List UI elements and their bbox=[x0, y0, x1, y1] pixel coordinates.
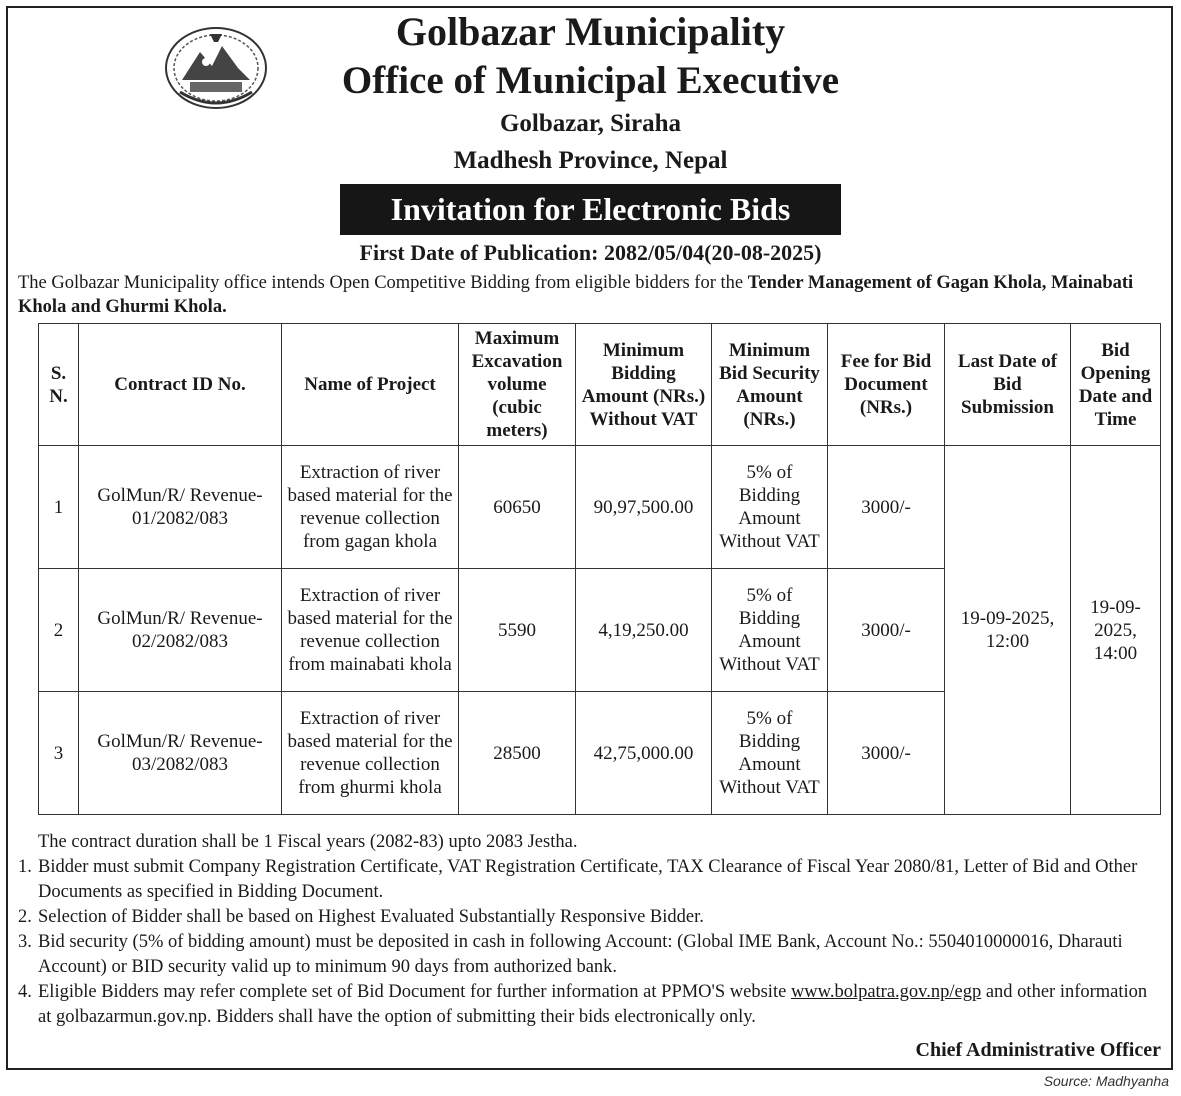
publication-date: First Date of Publication: 2082/05/04(20-08-2025) bbox=[359, 240, 822, 265]
note-text: Bidder must submit Company Registration Certificate, VAT Registration Certificate, TAX Clearance of Fiscal Year 2080/81, Letter of Bid and Other Documents as specified in Bidding Document. bbox=[38, 857, 1138, 902]
note-text: Bid security (5% of bidding amount) must be deposited in cash in following Account: (Global IME Bank, Account No.: 5504010000016, Dharauti Account) or BID security valid up to minimum 90 days from authorized bank. bbox=[38, 932, 1123, 977]
header-project: Name of Project bbox=[282, 324, 459, 446]
notice-title: Invitation for Electronic Bids bbox=[340, 184, 841, 235]
cell-security: 5% of Bidding Amount Without VAT bbox=[712, 692, 828, 815]
cell-opening-date: 19-09- 2025, 14:00 bbox=[1071, 446, 1161, 815]
duration-text: The contract duration shall be 1 Fiscal years (2082-83) upto 2083 Jestha. bbox=[38, 832, 578, 852]
cell-sn: 2 bbox=[39, 569, 79, 692]
cell-project: Extraction of river based material for the revenue collection from ghurmi khola bbox=[282, 692, 459, 815]
cell-min-amount: 4,19,250.00 bbox=[576, 569, 712, 692]
cell-volume: 28500 bbox=[459, 692, 576, 815]
cell-volume: 60650 bbox=[459, 446, 576, 569]
note-text: Selection of Bidder shall be based on Highest Evaluated Substantially Responsive Bidder. bbox=[38, 907, 704, 927]
cell-security: 5% of Bidding Amount Without VAT bbox=[712, 569, 828, 692]
cell-fee: 3000/- bbox=[828, 569, 945, 692]
header-last-date: Last Date of Bid Submission bbox=[945, 324, 1071, 446]
note-number: 2. bbox=[18, 907, 32, 927]
note-item bbox=[18, 905, 1163, 930]
note-number: 4. bbox=[18, 982, 32, 1002]
header-opening-date: Bid Opening Date and Time bbox=[1071, 324, 1161, 446]
cell-volume: 5590 bbox=[459, 569, 576, 692]
notes-section bbox=[18, 830, 1163, 1030]
office-name: Office of Municipal Executive bbox=[341, 59, 840, 102]
source-credit: Source: Madhyanha bbox=[1043, 1073, 1169, 1089]
table-header-row bbox=[39, 324, 1161, 446]
note-text-before: Eligible Bidders may refer complete set of Bid Document for further information at PPMO'S website bbox=[38, 982, 791, 1002]
cell-project: Extraction of river based material for the revenue collection from mainabati khola bbox=[282, 569, 459, 692]
cell-min-amount: 90,97,500.00 bbox=[576, 446, 712, 569]
cell-contract-id: GolMun/R/ Revenue-02/2082/083 bbox=[79, 569, 282, 692]
header-fee: Fee for Bid Document (NRs.) bbox=[828, 324, 945, 446]
cell-sn: 3 bbox=[39, 692, 79, 815]
cell-sn: 1 bbox=[39, 446, 79, 569]
header-contract-id: Contract ID No. bbox=[79, 324, 282, 446]
note-text-after: and other information at golbazarmun.gov.np. Bidders shall have the option of submitting their bids electronically only. bbox=[38, 982, 1148, 1027]
signature: Chief Administrative Officer bbox=[915, 1039, 1161, 1061]
cell-contract-id: GolMun/R/ Revenue-01/2082/083 bbox=[79, 446, 282, 569]
address-line-2: Madhesh Province, Nepal bbox=[453, 147, 728, 174]
note-number: 1. bbox=[18, 857, 32, 877]
cell-min-amount: 42,75,000.00 bbox=[576, 692, 712, 815]
intro-tender-name: Tender Management of Gagan Khola, Mainabati Khola and Ghurmi Khola. bbox=[18, 273, 1134, 317]
note-number: 3. bbox=[18, 932, 32, 952]
header-volume: Maximum Excavation volume (cubic meters) bbox=[459, 324, 576, 446]
note-item bbox=[18, 930, 1163, 980]
bids-table bbox=[38, 323, 1161, 815]
note-item bbox=[18, 980, 1163, 1030]
cell-fee: 3000/- bbox=[828, 692, 945, 815]
cell-project: Extraction of river based material for the revenue collection from gagan khola bbox=[282, 446, 459, 569]
cell-last-date: 19-09-2025, 12:00 bbox=[945, 446, 1071, 815]
note-text bbox=[38, 980, 1163, 1030]
header-sn: S. N. bbox=[39, 324, 79, 446]
cell-contract-id: GolMun/R/ Revenue-03/2082/083 bbox=[79, 692, 282, 815]
intro-paragraph bbox=[18, 271, 1168, 319]
header-security: Minimum Bid Security Amount (NRs.) bbox=[712, 324, 828, 446]
bolpatra-link[interactable]: www.bolpatra.gov.np/egp bbox=[790, 982, 982, 1002]
cell-security: 5% of Bidding Amount Without VAT bbox=[712, 446, 828, 569]
org-name: Golbazar Municipality bbox=[395, 9, 786, 54]
note-duration bbox=[18, 830, 1163, 855]
intro-text: The Golbazar Municipality office intends Open Competitive Bidding from eligible bidders for the bbox=[18, 273, 748, 293]
cell-fee: 3000/- bbox=[828, 446, 945, 569]
address-line-1: Golbazar, Siraha bbox=[499, 110, 682, 137]
table-row bbox=[39, 446, 1161, 569]
note-item bbox=[18, 855, 1163, 905]
header-min-amount: Minimum Bidding Amount (NRs.) Without VAT bbox=[576, 324, 712, 446]
